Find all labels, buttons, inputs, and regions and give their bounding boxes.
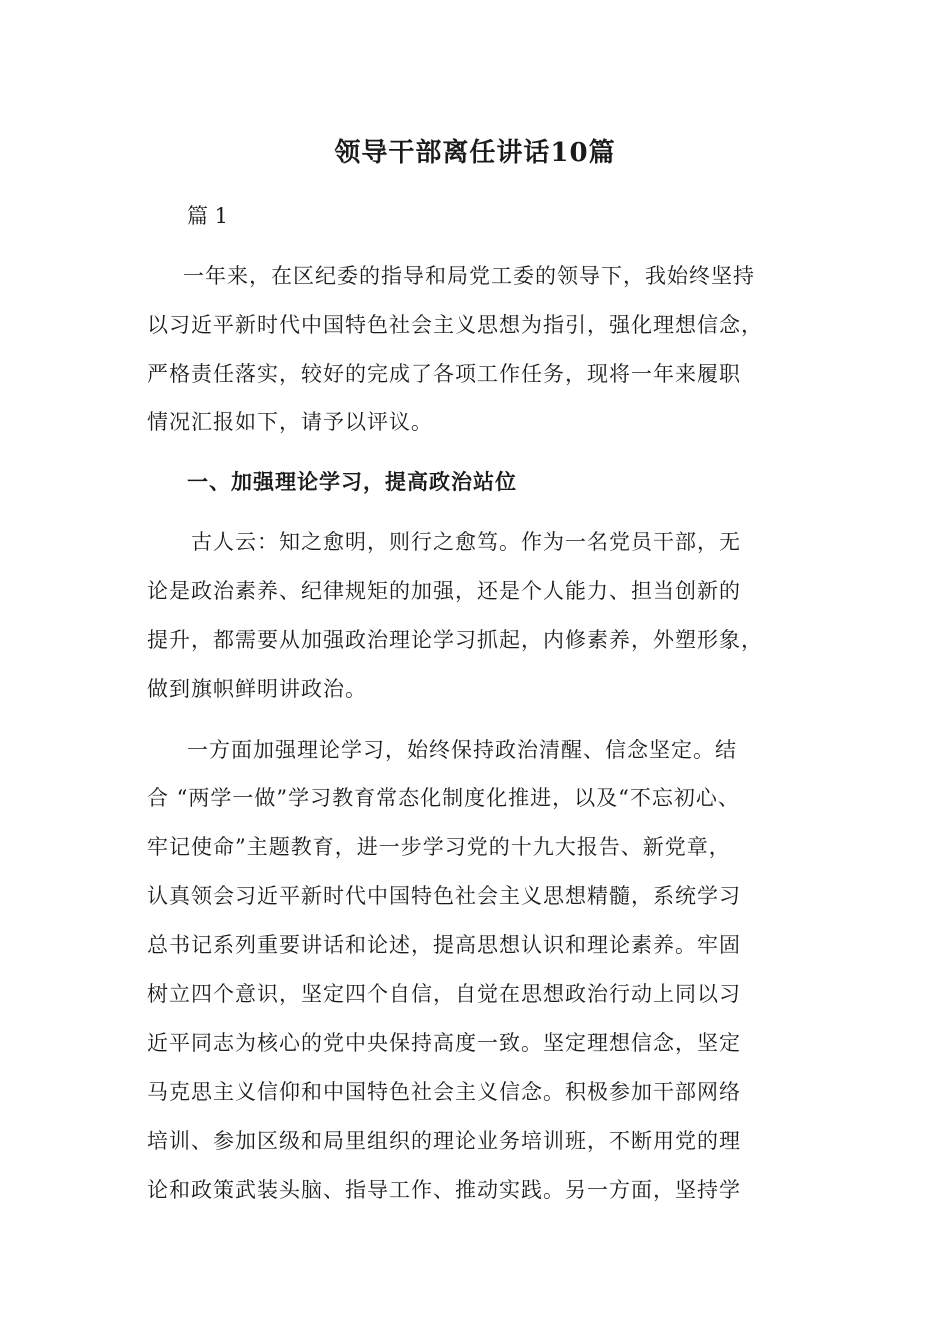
paragraph3-line: 树立四个意识，坚定四个自信，自觉在思想政治行动上同以习 [147,982,741,1006]
document-title: 领导干部离任讲话10篇 [334,138,616,168]
paragraph2-line: 论是政治素养、纪律规矩的加强，还是个人能力、担当创新的 [147,579,741,603]
paragraph3-line: 合 “两学一做”学习教育常态化制度化推进，以及“不忘初心、 [147,786,740,810]
paragraph3-line: 认真领会习近平新时代中国特色社会主义思想精髓，系统学习 [147,884,741,908]
paragraph1-line: 一年来，在区纪委的指导和局党工委的领导下，我始终坚持 [183,264,755,288]
paragraph1-line: 严格责任落实，较好的完成了各项工作任务，现将一年来履职 [147,362,741,386]
paragraph2-line: 提升，都需要从加强政治理论学习抓起，内修素养，外塑形象， [147,628,763,652]
paragraph1-line: 以习近平新时代中国特色社会主义思想为指引，强化理想信念， [147,313,763,337]
paragraph3-line: 马克思主义信仰和中国特色社会主义信念。积极参加干部网络 [147,1080,741,1104]
paragraph3-line: 一方面加强理论学习，始终保持政治清醒、信念坚定。结 [187,738,737,762]
paragraph3-line: 培训、参加区级和局里组织的理论业务培训班，不断用党的理 [147,1129,741,1153]
paragraph2-line: 做到旗帜鲜明讲政治。 [147,677,367,701]
paragraph1-line: 情况汇报如下，请予以评议。 [147,410,433,434]
paragraph3-line: 牢记使命”主题教育，进一步学习党的十九大报告、新党章， [147,835,731,859]
section-heading: 一、加强理论学习，提高政治站位 [187,469,517,494]
paragraph3-line: 总书记系列重要讲话和论述，提高思想认识和理论素养。牢固 [147,933,741,957]
section-label: 篇 1 [187,204,229,228]
paragraph3-line: 近平同志为核心的党中央保持高度一致。坚定理想信念，坚定 [147,1031,741,1055]
paragraph2-line: 古人云：知之愈明，则行之愈笃。作为一名党员干部，无 [191,530,741,554]
paragraph3-line: 论和政策武装头脑、指导工作、推动实践。另一方面，坚持学 [147,1178,741,1202]
